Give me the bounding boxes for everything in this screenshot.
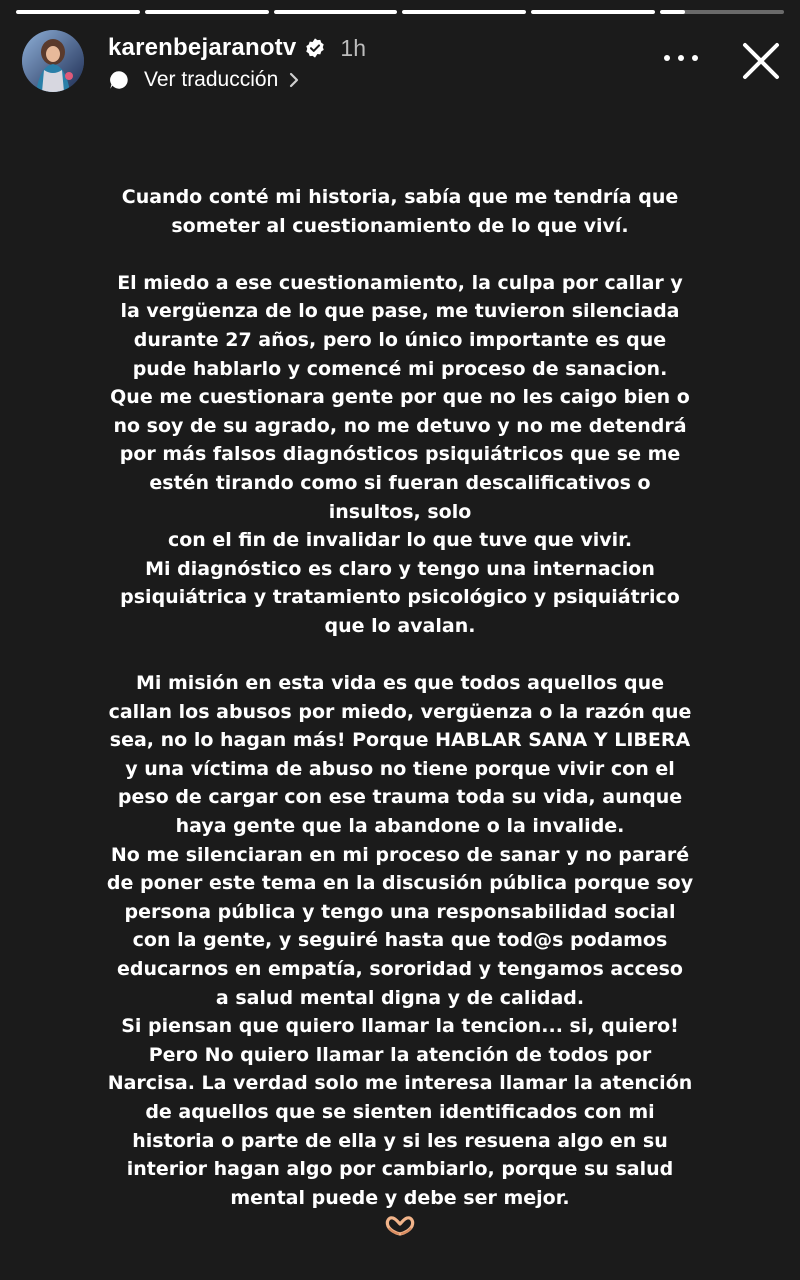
text-line: Mi diagnóstico es claro y tengo una internacion — [145, 557, 655, 580]
text-line: de aquellos que se sienten identificados con mi — [145, 1101, 655, 1123]
text-line: haya gente que la abandone o la invalide. — [175, 815, 625, 838]
see-translation-link[interactable] — [108, 66, 300, 94]
close-icon[interactable] — [740, 40, 782, 82]
text-line: con la gente, y seguiré hasta que tod@s podamos — [132, 929, 668, 952]
text-line: con el fin de invalidar lo que tuve que vivir. — [167, 529, 633, 552]
avatar-image — [22, 30, 84, 92]
story-text — [60, 183, 740, 1212]
text-line: pude hablarlo y comencé mi proceso de sanacion. — [132, 357, 668, 380]
text-line: a salud mental digna y de calidad. — [215, 986, 585, 1009]
text-line: sea, no lo hagan más! Porque HABLAR SANA Y LIBERA — [109, 729, 691, 752]
progress-segment — [531, 10, 655, 14]
progress-segment — [16, 10, 140, 14]
text-line: No me silenciaran en mi proceso de sanar y no pararé — [110, 843, 690, 866]
see-translation-label: Ver traducción — [144, 68, 279, 91]
post-time: 1h — [340, 34, 367, 61]
text-line: de poner este tema en la discusión pública porque soy — [106, 872, 694, 895]
more-options-icon[interactable] — [664, 48, 698, 68]
progress-segment-active — [660, 10, 784, 14]
heart-hands-emoji — [385, 1214, 415, 1236]
story-progress-bar — [16, 10, 784, 14]
text-line: por más falsos diagnósticos psiquiátricos que se me — [119, 443, 681, 466]
text-line: Mi misión en esta vida es que todos aquellos que — [135, 672, 665, 695]
text-line: interior hagan algo por cambiarlo, porque su salud — [126, 1158, 674, 1181]
text-line: la vergüenza de lo que pase, me tuvieron silenciada — [120, 300, 680, 323]
text-line: Que me cuestionara gente por que no les caigo bien o — [110, 386, 690, 409]
translate-icon — [108, 69, 130, 91]
progress-segment — [402, 10, 526, 14]
text-line: Narcisa. La verdad solo me interesa llamar la atención — [107, 1072, 693, 1095]
text-line: psiquiátrica y tratamiento psicológico y psiquiátrico — [120, 586, 680, 609]
text-line: no soy de su agrado, no me detuvo y no me detendrá — [113, 414, 687, 437]
verified-badge-icon — [304, 37, 326, 59]
text-line: callan los abusos por miedo, vergüenza o la razón que — [108, 700, 692, 723]
progress-segment — [145, 10, 269, 14]
username[interactable]: karenbejaranotv — [108, 34, 297, 61]
text-line: que lo avalan. — [324, 614, 476, 637]
text-line: Cuando conté mi historia, sabía que me tendría que — [121, 186, 679, 208]
text-line: insultos, solo — [328, 500, 472, 523]
chevron-right-icon — [288, 71, 300, 89]
text-line: educarnos en empatía, sororidad y tengamos acceso — [117, 958, 683, 981]
text-line: durante 27 años, pero lo único importante es que — [133, 328, 667, 351]
avatar[interactable] — [22, 30, 84, 92]
text-line: y una víctima de abuso no tiene porque vivir con el — [125, 757, 675, 780]
text-line: persona pública y tengo una responsabilidad social — [124, 900, 676, 923]
text-line: El miedo a ese cuestionamiento, la culpa por callar y — [117, 271, 683, 294]
text-line: someter al cuestionamiento de lo que viví. — [171, 214, 629, 237]
text-line: estén tirando como si fueran descalificativos o — [149, 471, 651, 494]
text-line: historia o parte de ella y si les resuena algo en su — [132, 1129, 668, 1152]
text-line: mental puede y debe ser mejor. — [230, 1186, 570, 1209]
text-line: peso de cargar con ese trauma toda su vida, aunque — [117, 786, 683, 809]
story-header — [22, 28, 782, 92]
text-line: Si piensan que quiero llamar la tencion... si, quiero! — [121, 1015, 679, 1038]
text-line: Pero No quiero llamar la atención de todos por — [148, 1043, 652, 1066]
progress-segment — [274, 10, 398, 14]
